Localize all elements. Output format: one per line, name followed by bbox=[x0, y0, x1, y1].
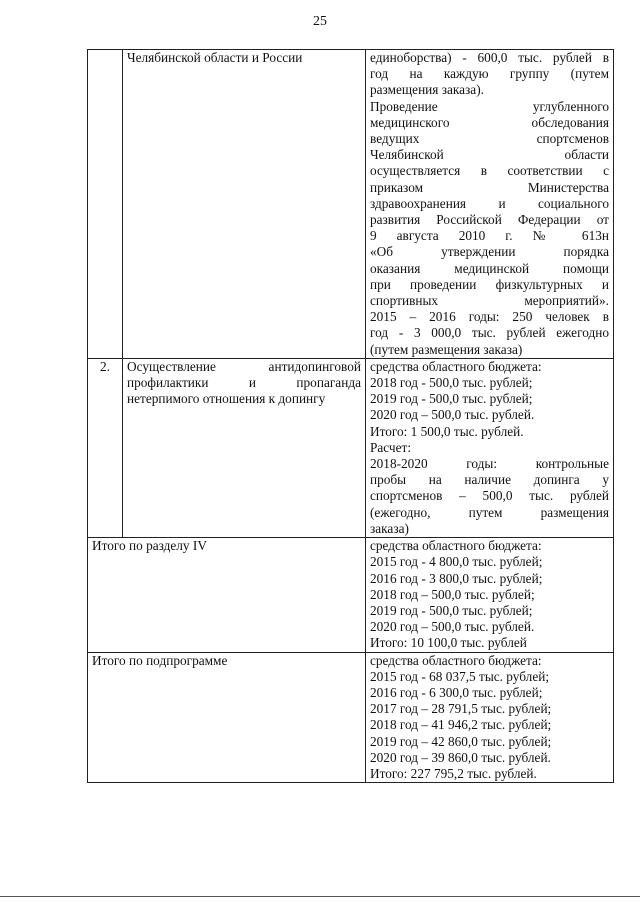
funding-line: 2016 год - 3 800,0 тыс. рублей; bbox=[370, 570, 543, 586]
page-bottom-rule bbox=[0, 896, 640, 897]
row-number-cell bbox=[88, 50, 123, 359]
table-row bbox=[88, 358, 614, 537]
activity-line: Осуществление антидопинговой bbox=[127, 358, 361, 374]
funding-line: (путем размещения заказа) bbox=[370, 341, 523, 357]
subprogram-total-label: Итого по подпрограмме bbox=[88, 652, 366, 783]
activity-cell bbox=[123, 358, 366, 537]
funding-line: 2015 год - 68 037,5 тыс. рублей; bbox=[370, 668, 550, 684]
funding-line: 2019 год - 500,0 тыс. рублей; bbox=[370, 602, 533, 618]
funding-line: год на каждую группу (путем bbox=[370, 66, 609, 82]
page-number: 25 bbox=[313, 14, 327, 29]
funding-line: развития Российской Федерации от bbox=[370, 212, 609, 228]
funding-line: 2018 год – 41 946,2 тыс. рублей; bbox=[370, 717, 552, 733]
funding-cell bbox=[366, 358, 614, 537]
funding-cell bbox=[366, 538, 614, 652]
funding-line: 2020 год – 500,0 тыс. рублей. bbox=[370, 407, 535, 423]
funding-line: 2018 год – 500,0 тыс. рублей; bbox=[370, 586, 535, 602]
funding-line: 9 августа 2010 г. № 613н bbox=[370, 228, 609, 244]
funding-line: 2018-2020 годы: контрольные bbox=[370, 456, 609, 472]
funding-line: медицинского обследования bbox=[370, 114, 609, 130]
funding-line: осуществляется в соответствии с bbox=[370, 163, 609, 179]
activity-line: Челябинской области и России bbox=[127, 50, 303, 65]
funding-line: Расчет: bbox=[370, 439, 412, 455]
funding-line: 2015 – 2016 годы: 250 человек в bbox=[370, 309, 609, 325]
funding-line: спортивных мероприятий». bbox=[370, 293, 609, 309]
budget-table bbox=[87, 49, 614, 783]
funding-line: 2018 год - 500,0 тыс. рублей; bbox=[370, 375, 533, 391]
funding-line: 2019 год – 42 860,0 тыс. рублей; bbox=[370, 733, 552, 749]
funding-line: средства областного бюджета: bbox=[370, 652, 542, 668]
funding-line: «Об утверждении порядка bbox=[370, 244, 609, 260]
funding-cell bbox=[366, 652, 614, 783]
funding-line: здравоохранения и социального bbox=[370, 195, 609, 211]
funding-line: единоборства) - 600,0 тыс. рублей в bbox=[370, 50, 609, 65]
funding-cell bbox=[366, 50, 614, 359]
funding-line: средства областного бюджета: bbox=[370, 358, 542, 374]
funding-line: ведущих спортсменов bbox=[370, 131, 609, 147]
table-row bbox=[88, 50, 614, 359]
activity-line: нетерпимого отношения к допингу bbox=[127, 391, 326, 407]
section-total-label: Итого по разделу IV bbox=[88, 538, 366, 652]
row-number-cell: 2. bbox=[88, 358, 123, 537]
funding-line: средства областного бюджета: bbox=[370, 538, 542, 554]
funding-line: Итого: 227 795,2 тыс. рублей. bbox=[370, 765, 537, 781]
funding-line: (ежегодно, путем размещения bbox=[370, 504, 609, 520]
funding-line: заказа) bbox=[370, 520, 409, 536]
funding-line: пробы на наличие допинга у bbox=[370, 472, 609, 488]
activity-line: профилактики и пропаганда bbox=[127, 375, 361, 391]
table-row bbox=[88, 652, 614, 783]
funding-line: 2020 год – 39 860,0 тыс. рублей. bbox=[370, 749, 551, 765]
funding-line: 2015 год - 4 800,0 тыс. рублей; bbox=[370, 554, 543, 570]
funding-line: 2017 год – 28 791,5 тыс. рублей; bbox=[370, 701, 552, 717]
funding-line: при проведении физкультурных и bbox=[370, 276, 609, 292]
funding-line: приказом Министерства bbox=[370, 179, 609, 195]
funding-line: размещения заказа). bbox=[370, 82, 484, 98]
funding-line: Проведение углубленного bbox=[370, 98, 609, 114]
funding-line: оказания медицинской помощи bbox=[370, 260, 609, 276]
funding-line: 2019 год - 500,0 тыс. рублей; bbox=[370, 391, 533, 407]
funding-line: 2016 год - 6 300,0 тыс. рублей; bbox=[370, 684, 543, 700]
funding-line: 2020 год – 500,0 тыс. рублей. bbox=[370, 619, 535, 635]
funding-line: Итого: 1 500,0 тыс. рублей. bbox=[370, 423, 524, 439]
activity-cell bbox=[123, 50, 366, 359]
funding-line: спортсменов – 500,0 тыс. рублей bbox=[370, 488, 609, 504]
funding-line: Челябинской области bbox=[370, 147, 609, 163]
table-row bbox=[88, 538, 614, 652]
funding-line: год - 3 000,0 тыс. рублей ежегодно bbox=[370, 325, 609, 341]
funding-line: Итого: 10 100,0 тыс. рублей bbox=[370, 635, 527, 651]
